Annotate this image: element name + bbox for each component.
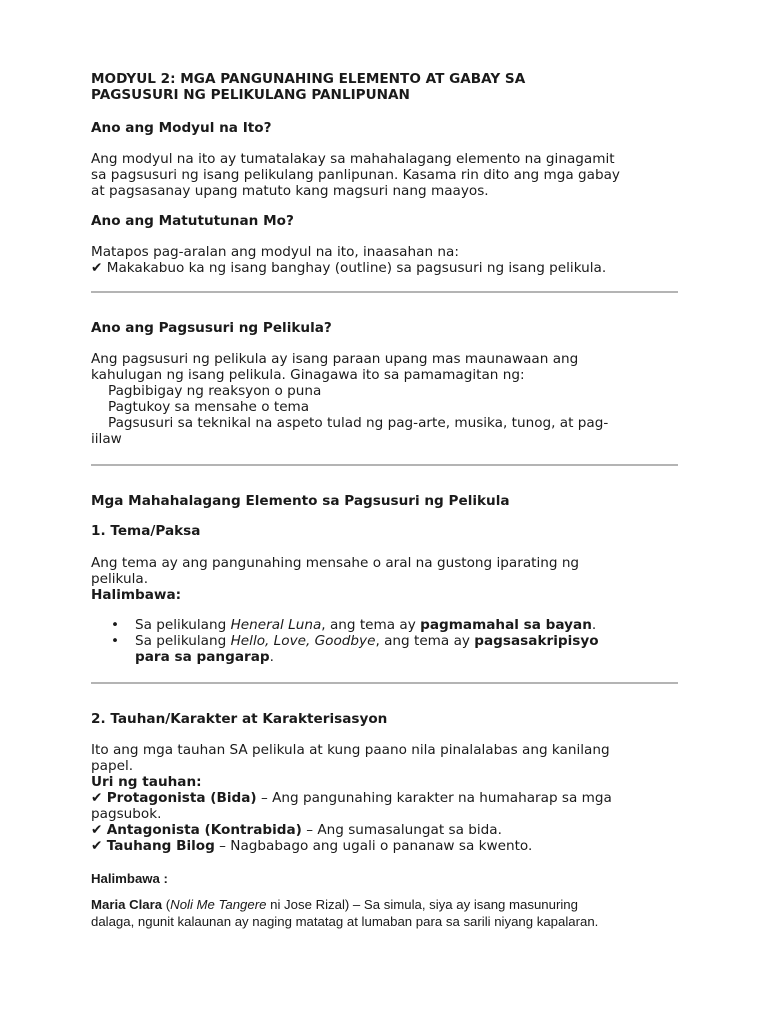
paragraph-line: papel.: [91, 758, 134, 774]
heading-modyul: Ano ang Modyul na Ito?: [91, 120, 272, 136]
example-paragraph: [91, 897, 701, 930]
bullet-icon: •: [111, 633, 120, 649]
list-item-continuation: iilaw: [91, 431, 122, 447]
character-type-continuation: pagsubok.: [91, 806, 162, 822]
list-item: • Sa pelikulang Hello, Love, Goodbye, ang tema ay pagsasakripisyo para sa pangarap.: [111, 633, 599, 665]
title-line-2: PAGSUSURI NG PELIKULANG PANLIPUNAN: [91, 87, 410, 103]
list-item: • Sa pelikulang Heneral Luna, ang tema ay pagmamahal sa bayan.: [111, 617, 597, 633]
title-line-1: MODYUL 2: MGA PANGUNAHING ELEMENTO AT GABAY SA: [91, 71, 526, 87]
heading-elemento: Mga Mahahalagang Elemento sa Pagsusuri ng Pelikula: [91, 493, 510, 509]
heading-matututunan: Ano ang Matututunan Mo?: [91, 213, 294, 229]
paragraph-line: at pagsasanay upang matuto kang magsuri nang maayos.: [91, 183, 489, 199]
character-type: ✔ Antagonista (Kontrabida) – Ang sumasalungat sa bida.: [91, 822, 502, 838]
list-item: Pagsusuri sa teknikal na aspeto tulad ng pag-arte, musika, tunog, at pag-: [108, 415, 609, 431]
heading-pagsusuri: Ano ang Pagsusuri ng Pelikula?: [91, 320, 332, 336]
paragraph-line: dalaga, ngunit kalaunan ay naging matatag at lumaban para sa sarili niyang kapalaran.: [91, 913, 599, 929]
bullet-icon: •: [111, 617, 120, 633]
paragraph-line: Ito ang mga tauhan SA pelikula at kung paano nila pinalalabas ang kanilang: [91, 742, 610, 758]
film-title: Heneral Luna: [230, 617, 322, 633]
document-title: [91, 71, 691, 103]
paragraph-tauhan: [91, 742, 691, 854]
theme-text: para sa pangarap: [135, 649, 270, 665]
theme-text: pagmamahal sa bayan: [420, 617, 592, 633]
tema-examples-list: [91, 617, 691, 665]
type-name: Antagonista (Kontrabida): [106, 822, 302, 838]
check-item: ✔ Makakabuo ka ng isang banghay (outline) sa pagsusuri ng isang pelikula.: [91, 260, 607, 276]
type-name: Protagonista (Bida): [106, 790, 257, 806]
paragraph-line: Ang pagsusuri ng pelikula ay isang paraan upang mas maunawaan ang: [91, 351, 579, 367]
divider: [91, 682, 678, 684]
paragraph-line: Ang modyul na ito ay tumatalakay sa mahahalagang elemento na ginagamit: [91, 151, 615, 167]
divider: [91, 291, 678, 293]
film-title: Hello, Love, Goodbye: [230, 633, 376, 649]
list-item: Pagbibigay ng reaksyon o puna: [108, 383, 322, 399]
book-title: Noli Me Tangere: [170, 897, 267, 912]
list-item: Pagtukoy sa mensahe o tema: [108, 399, 310, 415]
paragraph-line: Matapos pag-aralan ang modyul na ito, inaasahan na:: [91, 244, 459, 260]
character-type: ✔ Tauhang Bilog – Nagbabago ang ugali o pananaw sa kwento.: [91, 838, 533, 854]
paragraph-line: Maria Clara (Noli Me Tangere ni Jose Rizal) – Sa simula, siya ay isang masunuring: [91, 897, 578, 912]
type-name: Tauhang Bilog: [106, 838, 215, 854]
character-name: Maria Clara: [91, 897, 163, 912]
divider: [91, 464, 678, 466]
paragraph-line: sa pagsusuri ng isang pelikulang panlipunan. Kasama rin dito ang mga gabay: [91, 167, 620, 183]
uri-label: Uri ng tauhan:: [91, 774, 202, 790]
paragraph-line: kahulugan ng isang pelikula. Ginagawa ito sa pamamagitan ng:: [91, 367, 525, 383]
paragraph-pagsusuri: [91, 351, 691, 447]
paragraph-modyul: [91, 151, 691, 199]
halimbawa-label: Halimbawa:: [91, 587, 182, 603]
paragraph-line: pelikula.: [91, 571, 149, 587]
paragraph-line: Ang tema ay ang pangunahing mensahe o aral na gustong iparating ng: [91, 555, 580, 571]
heading-tema: 1. Tema/Paksa: [91, 523, 201, 539]
heading-tauhan: 2. Tauhan/Karakter at Karakterisasyon: [91, 711, 388, 727]
paragraph-matututunan: [91, 244, 691, 276]
character-type: ✔ Protagonista (Bida) – Ang pangunahing karakter na humaharap sa mga: [91, 790, 612, 806]
theme-text: pagsasakripisyo: [474, 633, 599, 649]
paragraph-tema: [91, 555, 691, 603]
halimbawa-label: Halimbawa :: [91, 871, 168, 886]
